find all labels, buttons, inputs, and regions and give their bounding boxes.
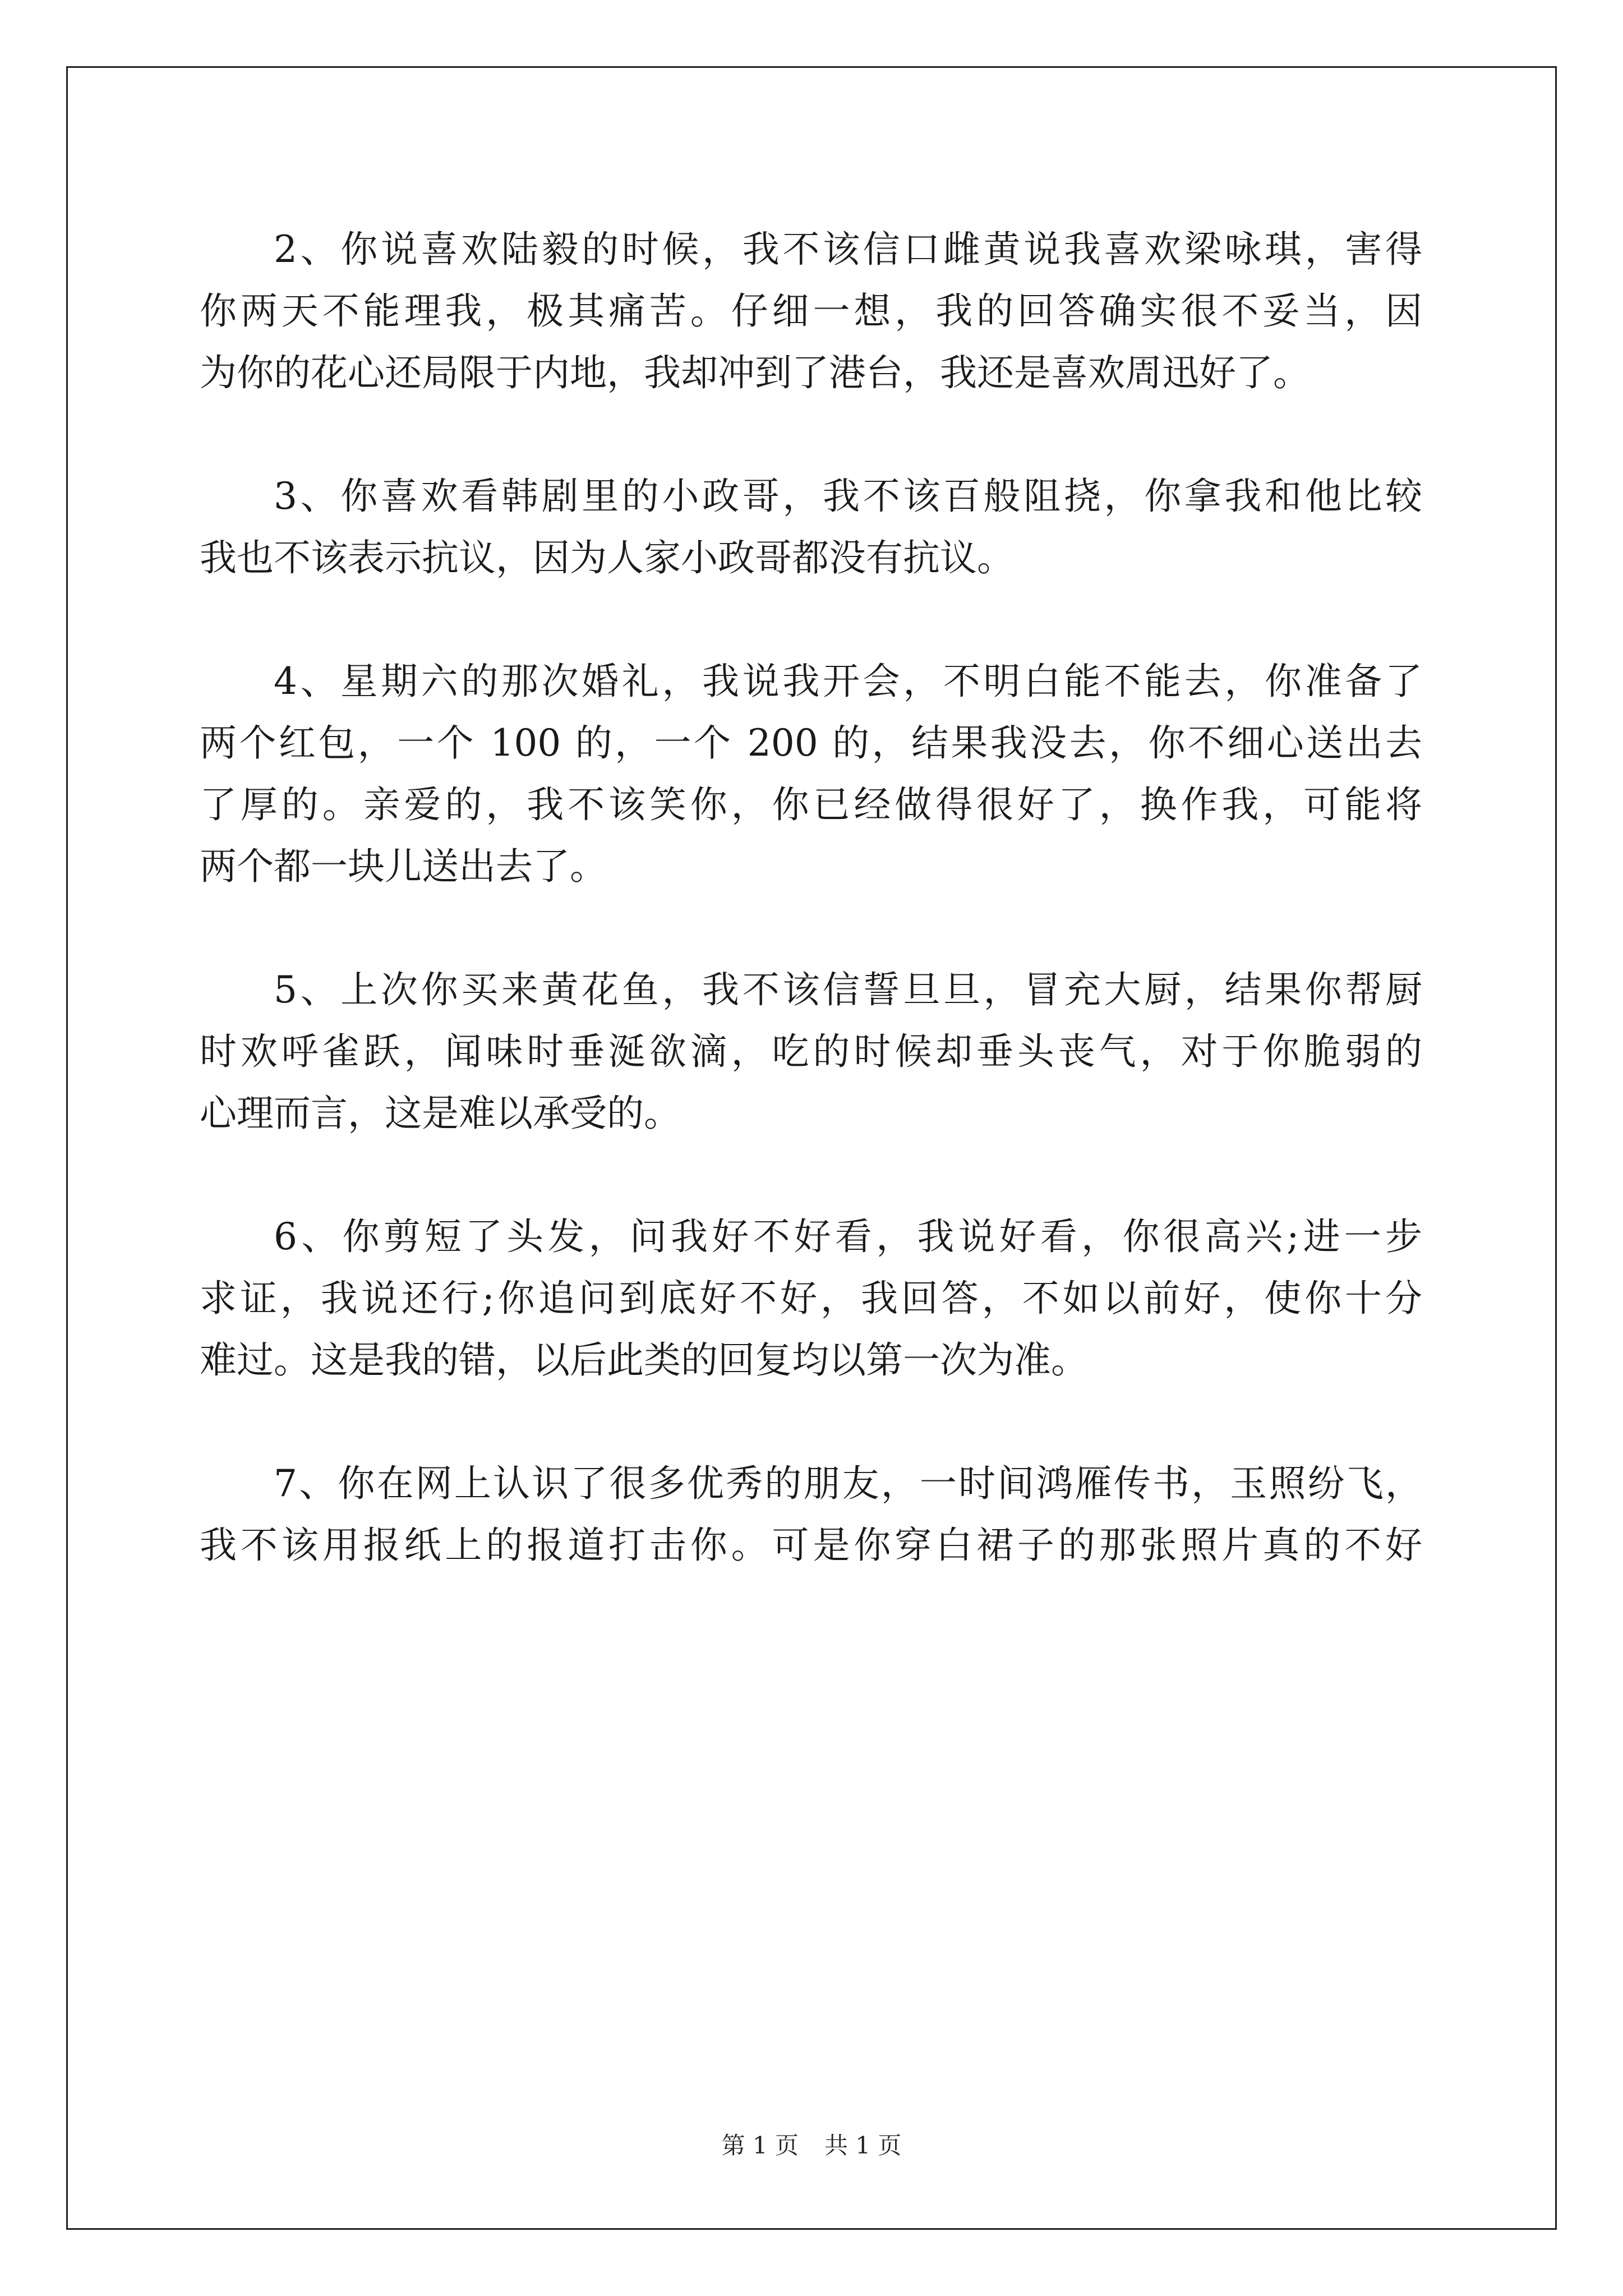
text-line: 心理而言，这是难以承受的。 [200,1092,681,1135]
text-line: 难过。这是我的错，以后此类的回复均以第一次为准。 [200,1338,1088,1382]
page-footer [0,2132,1623,2160]
text-line: 两个都一块儿送出去了。 [200,845,607,888]
text-line: 3、你喜欢看韩剧里的小政哥，我不该百般阻挠，你拿我和他比较 [274,475,1422,518]
text-line: 我不该用报纸上的报道打击你。可是你穿白裙子的那张照片真的不好 [200,1524,1422,1567]
text-line: 2、你说喜欢陆毅的时候，我不该信口雌黄说我喜欢梁咏琪，害得 [274,228,1422,271]
paragraph-6 [200,1206,1422,1391]
document-body [200,219,1422,1576]
paragraph-3 [200,466,1422,589]
text-line: 你两天不能理我，极其痛苦。仔细一想，我的回答确实很不妥当，因 [200,289,1422,333]
text-line: 4、星期六的那次婚礼，我说我开会，不明白能不能去，你准备了 [274,660,1422,703]
text-line: 时欢呼雀跃，闻味时垂涎欲滴，吃的时候却垂头丧气，对于你脆弱的 [200,1030,1422,1073]
text-line: 6、你剪短了头发，问我好不好看，我说好看，你很高兴;进一步 [274,1215,1422,1258]
page-total: 共 1 页 [824,2132,902,2159]
text-line: 为你的花心还局限于内地，我却冲到了港台，我还是喜欢周迅好了。 [200,351,1310,394]
text-line: 两个红包，一个 100 的，一个 200 的，结果我没去，你不细心送出去 [200,721,1422,765]
text-line: 了厚的。亲爱的，我不该笑你，你已经做得很好了，换作我，可能将 [200,783,1422,826]
paragraph-5 [200,959,1422,1144]
page-number: 第 1 页 [721,2132,799,2159]
text-line: 5、上次你买来黄花鱼，我不该信誓旦旦，冒充大厨，结果你帮厨 [274,968,1422,1011]
paragraph-7 [200,1453,1422,1576]
text-line: 7、你在网上认识了很多优秀的朋友，一时间鸿雁传书，玉照纷飞， [274,1462,1422,1505]
text-line: 求证，我说还行;你追问到底好不好，我回答，不如以前好，使你十分 [200,1277,1422,1320]
paragraph-2 [200,219,1422,404]
paragraph-4 [200,651,1422,898]
text-line: 我也不该表示抗议，因为人家小政哥都没有抗议。 [200,536,1014,579]
